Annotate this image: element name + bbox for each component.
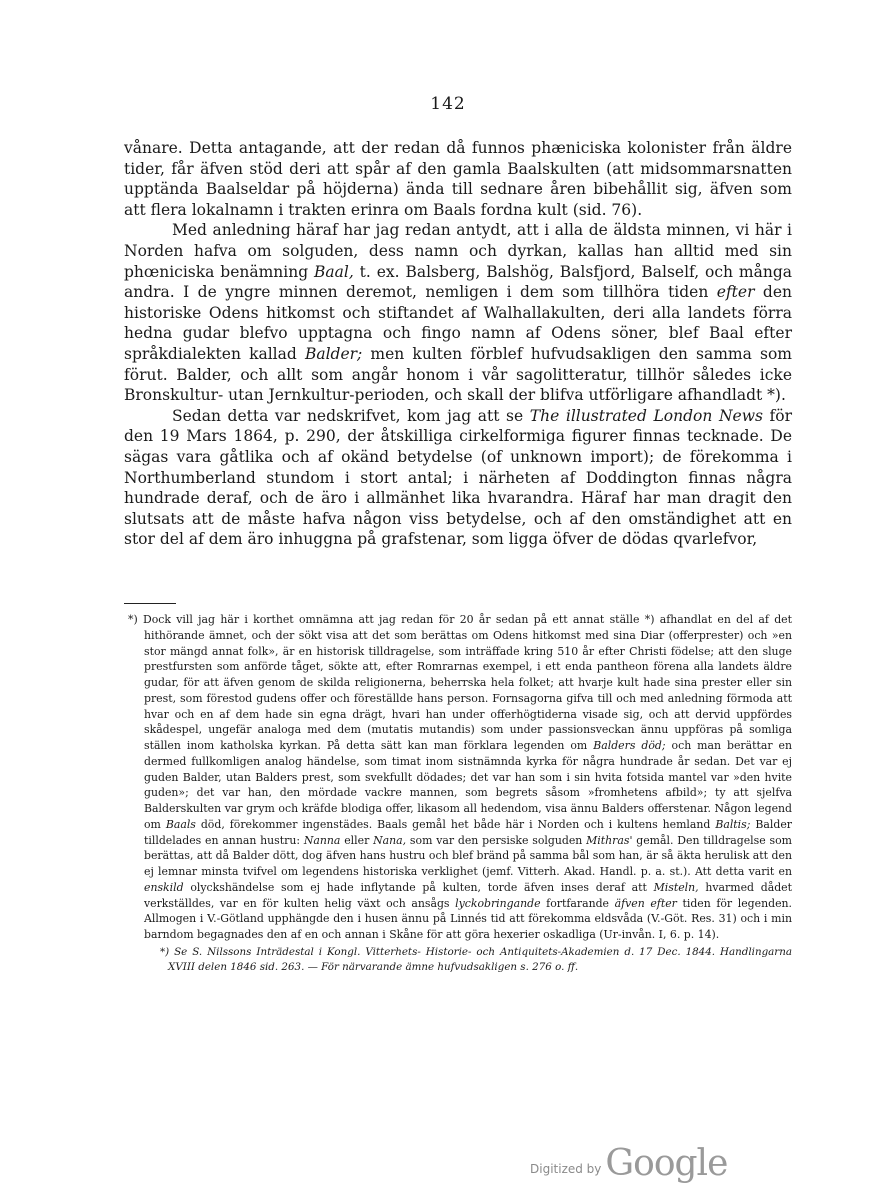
paragraph-1: vånare. Detta antagande, att der redan då funnos phæniciska kolonister från äldre tider, får äfven stöd deri att spår af den gamla Baalskulten (att midsommarsnatten upptända Baalseldar på höjderna) ända till sednare åren bibehållit sig, äfven som att flera lokalnamn i trakten erinra om Baals fordna kult (sid. 76). — [124, 139, 792, 219]
footnote-divider — [124, 603, 176, 604]
footnote-subnote: *) Se S. Nilssons Inträdestal i Kongl. Vitterhets- Historie- och Antiquitets-Akademien d. 17 Dec. 1844. Handlingarna XVIII delen 1846 sid. 263. — För närvarande ämne hufvudsakligen s. 276 o. ff. — [160, 945, 792, 973]
digitized-by-label: Digitized by — [530, 1162, 602, 1176]
main-text — [124, 138, 792, 550]
google-watermark — [530, 1140, 740, 1184]
paragraph-2: Med anledning häraf har jag redan antydt, att i alla de äldsta minnen, vi här i Norden hafva om solguden, dess namn och dyrkan, kallas han alltid med sin phœniciska benämning Baal, t. ex. Balsberg, Balshög, Balsfjord, Balself, och många andra. I de yngre minnen deremot, nemligen i dem som tillhöra tiden efter den historiske Odens hitkomst och stiftandet af Walhallakulten, deri alla landets förra hedna gudar blefvo upptagna och fingo namn af Odens söner, blef Baal efter språkdialekten kallad Balder; men kulten förblef hufvudsakligen den samma som förut. Balder, och allt som angår honom i vår sagolitteratur, tillhör således icke Bronskultur- utan Jernkultur-perioden, och skall der blifva utförligare afhandladt *). — [124, 221, 792, 405]
paragraph-3: Sedan detta var nedskrifvet, kom jag att se The illustrated London News för den 19 Mars 1864, p. 290, der åtskilliga cirkelformiga figurer finnas tecknade. De sägas vara gåtlika och af okänd betydelse (of unknown import); de förekomma i Northumberland stundom i stort antal; i närheten af Doddington finnas några hundrade deraf, och de äro i allmänhet lika hvarandra. Häraf har man dragit den slutsats att de måste hafva någon viss betydelse, och af den omständighet att en stor del af dem äro inhuggna på grafstenar, som ligga öfver de dödas qvarlefvor, — [124, 406, 793, 549]
footnote-main: *) Dock vill jag här i korthet omnämna att jag redan för 20 år sedan på ett annat ställe *) afhandlat en del af det hithörande ämnet, och der sökt visa att det som berättas om Odens hitkomst med sina Diar (offerprester) och »en stor mängd annat folk», är en historisk tilldragelse, som inträffade kring 510 år efter Christi födelse; att den sluge prestfursten som anförde tåget, sökte att, efter Romrarnas exempel, i ett enda pantheon förena alla landets äldre gudar, för att äfven genom de skilda religionerna, beherrska hela folket; att hvarje kult hade sina prester eller sin prest, som förestod gudens offer och föreställde hans person. Fornsagorna gifva till och med anledning förmoda att hvar och en af dem hade sin egna drägt, hvari han under offerhögtiderna visade sig, och att dervid uppfördes skådespel, ungefär analoga med dem (mutatis mutandis) som under passionsveckan ännu uppföras på somliga ställen inom katholska kyrkan. På detta sätt kan man förklara legenden om Balders död; och man berättar en dermed fullkomligen analog händelse, som timat inom sistnämnda kyrka för några hundrade år sedan. Det var ej guden Balder, utan Balders prest, som svekfullt dödades; det var han som i sin hvita fotsida mantel var »den hvite guden»; det var han, den mördade vackre mannen, som begrets såsom »fromhetens afbild»; ty att sjelfva Balderskulten var grym och kräfde blodiga offer, likasom all hedendom, visa ännu Balders offerstenar. Någon legend om Baals död, förekommer ingenstädes. Baals gemål het både här i Norden och i kultens hemland Baltis; Balder tilldelades en annan hustru: Nanna eller Nana, som var den persiske solguden Mithras' gemål. Den tilldragelse som berättas, att då Balder dött, dog äfven hans hustru och blef bränd på samma bål som han, är så äkta herulisk att den ej lemnar minsta tvifvel om legendens historiska verklighet (jemf. Vitterh. Akad. Handl. p. a. st.). Att detta varit en enskild olyckshändelse som ej hade inflytande på kulten, torde äfven inses deraf att Misteln, hvarmed dådet verkställdes, var en för kulten helig växt och ansågs lyckobringande fortfarande äfven efter tiden för legenden. Allmogen i V.-Götland upphängde den i husen ännu på Linnés tid att förekomma eldsvåda (V.-Göt. Res. 31) och i min barndom begagnades den af en och annan i Skåne för att göra hexerier oskadliga (Ur-invån. I, 6. p. 14). — [128, 613, 793, 941]
footnote — [128, 612, 792, 975]
google-logo: Google — [605, 1143, 728, 1184]
page-number: 142 — [430, 94, 466, 114]
